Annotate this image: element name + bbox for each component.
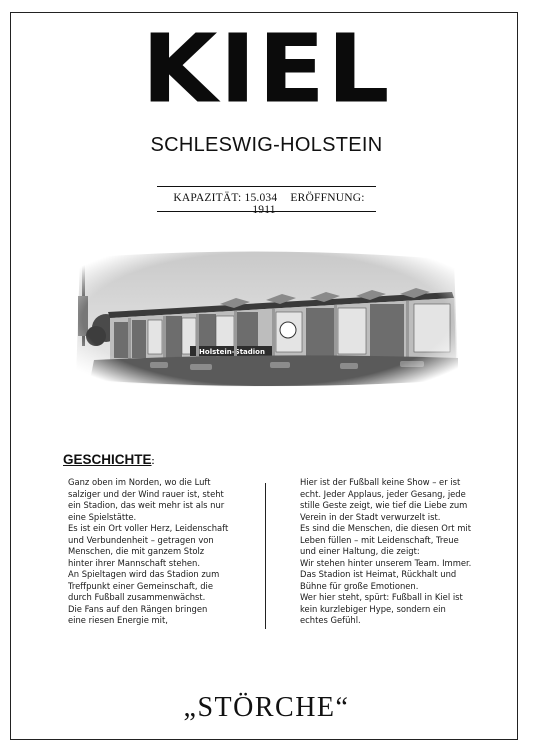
history-right-column <box>300 477 490 627</box>
state-subtitle: SCHLESWIG-HOLSTEIN <box>150 134 383 156</box>
text-line: Verein in der Stadt verwurzelt ist. <box>300 511 441 522</box>
text-line: Wir stehen hinter unserem Team. Immer. <box>300 557 472 568</box>
text-line: Bühne für große Emotionen. <box>300 580 419 591</box>
text-line: Wer hier steht, spürt: Fußball in Kiel ist <box>300 592 463 602</box>
opening-label: ERÖFFNUNG: 1911 <box>252 192 365 216</box>
text-line: hinter ihrer Mannschaft stehen. <box>68 557 200 568</box>
text-line: Menschen, die mit ganzem Stolz <box>68 546 205 556</box>
text-line: Das Stadion ist Heimat, Rückhalt und <box>300 569 457 579</box>
section-heading: GESCHICHTE: <box>63 452 155 467</box>
text-line: Die Fans auf den Rängen bringen <box>68 603 208 614</box>
city-title: KIEL <box>141 15 392 125</box>
text-line: echt. Jeder Applaus, jeder Gesang, jede <box>300 488 466 499</box>
meta-bottom-rule <box>157 211 376 212</box>
text-line: An Spieltagen wird das Stadion zum <box>68 569 220 579</box>
text-line: durch Fußball zusammenwächst. <box>68 592 206 602</box>
text-line: Leben füllen – mit Leidenschaft, Treue <box>300 534 459 545</box>
text-line: eine riesen Energie mit, <box>68 615 168 625</box>
text-line: Ganz oben im Norden, wo die Luft <box>68 477 211 487</box>
stadium-photo <box>70 248 462 390</box>
column-divider <box>265 483 266 629</box>
history-left-column <box>68 477 248 627</box>
text-line: und Verbundenheit – getragen von <box>68 534 214 545</box>
text-line: Es sind die Menschen, die diesen Ort mit <box>300 523 471 533</box>
text-line: und einer Haltung, die zeigt: <box>300 546 420 556</box>
capacity-label: KAPAZITÄT: 15.034 <box>173 192 278 204</box>
text-line: ein Stadion, das weit mehr ist als nur <box>68 500 225 510</box>
club-nickname: „STÖRCHE“ <box>183 692 350 723</box>
text-line: echtes Gefühl. <box>300 615 361 625</box>
text-line: eine Spielstätte. <box>68 511 137 522</box>
text-line: Hier ist der Fußball keine Show – er ist <box>300 477 461 487</box>
meta-top-rule <box>157 186 376 187</box>
text-line: Treffpunkt einer Gemeinschaft, die <box>68 580 214 591</box>
text-line: salziger und der Wind rauer ist, steht <box>68 488 224 499</box>
text-line: Es ist ein Ort voller Herz, Leidenschaft <box>68 523 229 533</box>
stadium-facts <box>157 192 376 216</box>
text-line: stille Geste zeigt, wie tief die Liebe zum <box>300 500 468 510</box>
text-line: kein kurzlebiger Hype, sondern ein <box>300 603 446 614</box>
